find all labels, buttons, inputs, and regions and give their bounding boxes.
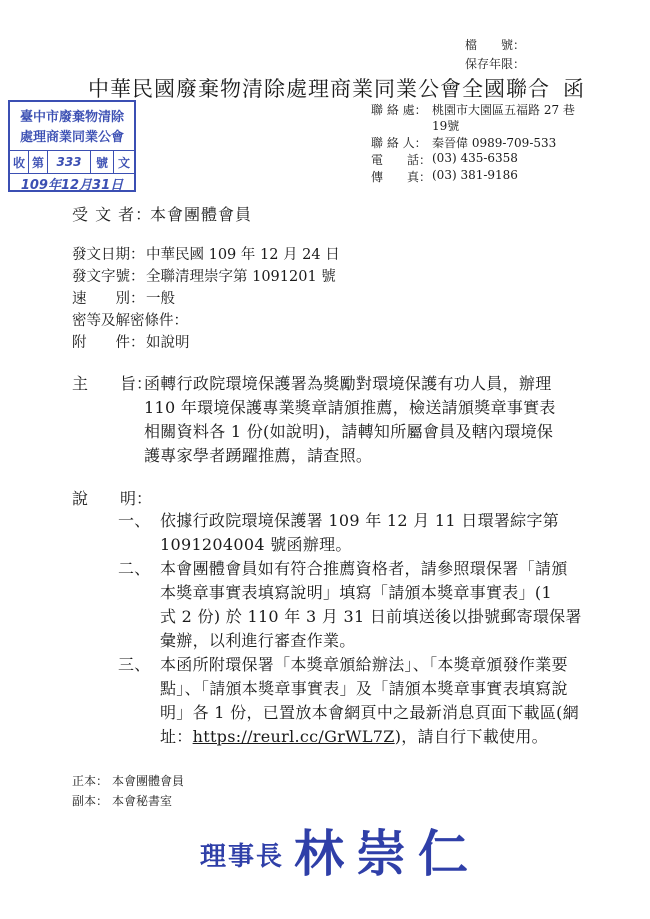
stamp-number-row [10,150,134,174]
phone-number: (03) 435-6358 [432,151,518,165]
stamp-org-line2: 處理商業同業公會 [19,130,124,145]
explanation-item-number: 二、 [118,559,151,578]
stamp-date: 109年12月31日 [20,178,124,193]
explanation-line: 明」各 1 份，已置放本會網頁中之最新消息頁面下載區(網 [160,703,579,722]
signature-title: 理事長 [200,842,285,872]
file-number-label: 檔 號： [465,38,526,52]
contact-address-line2: 19號 [432,119,460,133]
stamp-number: 333 [48,151,91,173]
issue-date-label: 發文日期： [72,247,145,263]
explanation-line: 點」、「請頒本獎章事實表」及「請頒本獎章事實表填寫說 [160,679,568,698]
explanation-line: 本函所附環保署「本獎章頒給辦法」、「本獎章頒發作業要 [160,655,568,674]
recipient-value: 本會團體會員 [150,205,253,224]
explanation-label: 說 明： [72,489,153,508]
copy-recipient-label: 副本： [72,794,109,808]
signature-name: 林崇仁 [294,824,480,883]
stamp-receive: 收 [10,151,29,173]
explanation-line: 依據行政院環境保護署 109 年 12 月 11 日環署綜字第 [160,511,560,530]
delivery-speed-label: 速 別： [72,291,145,307]
explanation-item-number: 三、 [118,655,151,674]
subject-line: 護專家學者踴躍推薦，請查照。 [144,446,373,465]
attachment-value: 如說明 [146,335,190,351]
stamp-category: 文 [117,155,130,170]
issue-date: 中華民國 109 年 12 月 24 日 [146,247,340,263]
attachment-label: 附 件： [72,335,145,351]
stamp-org-line1: 臺中市廢棄物清除 [19,110,124,125]
fax-label: 傳 真： [371,170,432,184]
contact-address: 桃園市大園區五福路 27 巷 [432,103,575,117]
secrecy-label: 密等及解密條件： [72,313,188,329]
org-title: 中華民國廢棄物清除處理商業同業公會全國聯合 [88,77,550,101]
contact-address-label: 聯 絡 處： [371,103,427,117]
copy-recipient: 本會秘書室 [112,794,173,808]
explanation-item-number: 一、 [118,511,151,530]
contact-person: 秦晉偉 0989-709-533 [432,136,557,150]
subject-line: 相關資料各 1 份(如說明)，請轉知所屬會員及轄內環境保 [144,422,554,441]
reference-number-label: 發文字號： [72,269,145,285]
doc-type: 函 [563,77,585,101]
explanation-line: 1091204004 號函辦理。 [160,535,352,554]
explanation-line: 彙辦，以利進行審查作業。 [160,631,356,650]
phone-label: 電 話： [371,153,432,167]
link-prefix: 址： [160,727,193,746]
receipt-stamp [8,100,136,192]
subject-line: 110 年環境保護專業獎章請頒推薦，檢送請頒獎章事實表 [144,398,556,417]
subject-label: 主 旨： [72,374,153,393]
retention-period-label: 保存年限： [465,57,526,71]
delivery-speed: 一般 [146,291,175,307]
recipient-label: 受 文 者： [72,205,153,224]
stamp-number-label: 第 [29,151,48,173]
download-link[interactable]: https://reurl.cc/GrWL7Z [192,727,395,746]
link-suffix: )，請自行下載使用。 [394,727,548,746]
explanation-line: 本獎章事實表填寫說明」填寫「請頒本獎章事實表」(1 [160,583,552,602]
fax-number: (03) 381-9186 [432,168,518,182]
reference-number: 全聯清理崇字第 1091201 號 [146,269,336,285]
original-recipient: 本會團體會員 [112,774,185,788]
explanation-line: 式 2 份) 於 110 年 3 月 31 日前填送後以掛號郵寄環保署 [160,607,582,626]
stamp-number-suffix: 號 [91,151,114,173]
explanation-line: 本會團體會員如有符合推薦資格者，請參照環保署「請頒 [160,559,568,578]
explanation-line-with-link [160,724,548,747]
original-recipient-label: 正本： [72,774,109,788]
contact-person-label: 聯 絡 人： [371,136,427,150]
subject-line: 函轉行政院環境保護署為獎勵對環境保護有功人員，辦理 [144,374,552,393]
